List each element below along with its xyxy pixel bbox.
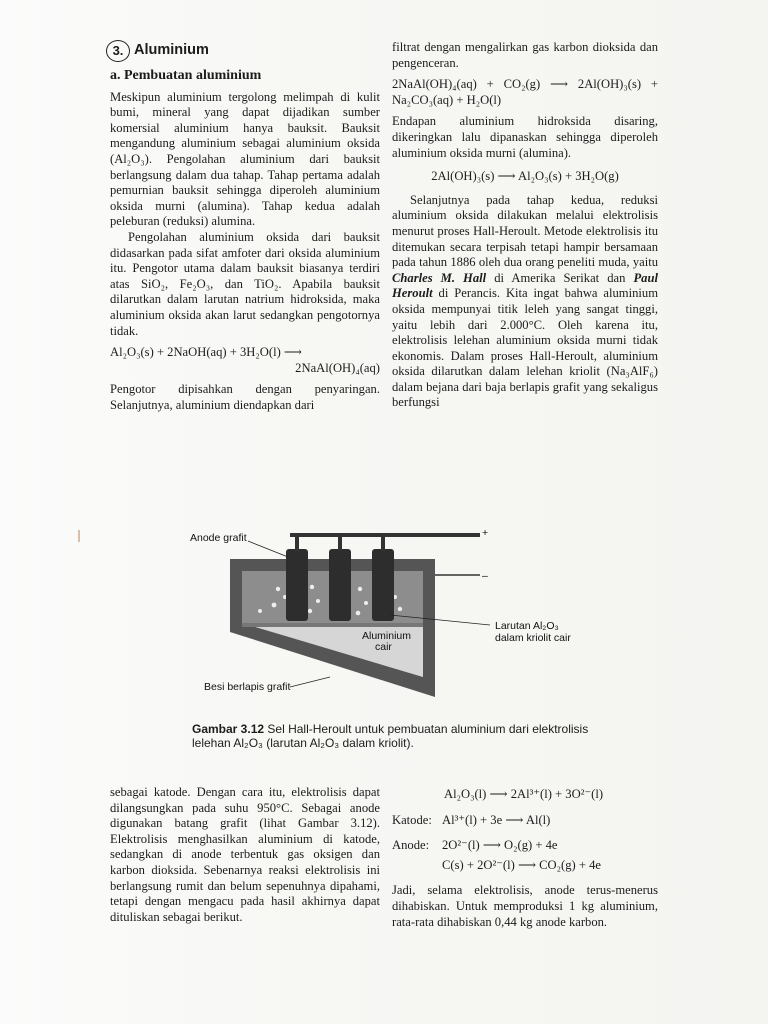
paragraph: Endapan aluminium hidroksida disaring, dikeringkan lalu dipanaskan sehingga diperoleh aluminium oksida murni (alumina). xyxy=(392,114,658,160)
reaction xyxy=(392,858,658,874)
subsection-title: a. Pembuatan aluminium xyxy=(110,68,262,83)
reaction xyxy=(392,787,658,803)
equation xyxy=(110,345,380,376)
bottom-right-column xyxy=(392,787,658,930)
scientist-name: Paul Heroult xyxy=(392,270,658,301)
figure-caption xyxy=(192,722,612,750)
reaction-equation: Al³⁺(l) + 3e ⟶ Al(l) xyxy=(442,812,551,827)
label-aluminium-2: cair xyxy=(375,641,392,653)
text-span: di Amerika Serikat dan xyxy=(494,270,626,285)
reaction-equation: C(s) + 2O²⁻(l) ⟶ CO₂(g) + 4e xyxy=(442,857,601,872)
text-span: di Perancis. Kita ingat bahwa aluminium oksida mempunyai titik leleh yang sangat tinggi, yaitu lebih dari 2.000°C. Oleh karena itu, elektrolisis lelehan aluminium oksida murni tidak ekonomis. Dalam proses Hall-Heroult, aluminium oksida dilarutkan dalam lelehan kriolit (Na₃AlF₆) dalam bejana dari baja berlapis grafit yang sekaligus berfungsi xyxy=(392,286,658,410)
label-solution-2: dalam kriolit cair xyxy=(495,632,571,644)
equation-line: Al₂O₃(s) + 2NaOH(aq) + 3H₂O(l) ⟶ xyxy=(110,345,302,360)
text-span: Selanjutnya pada tahap kedua, reduksi aluminium oksida dilakukan melalui elektrolisis menurut proses Hall-Heroult. Metode elektrolisis itu ditemukan secara terpisah tetapi hampir bersamaan pada tahun 1886 oleh dua orang peneliti muda, yaitu xyxy=(392,192,658,270)
interface-line xyxy=(242,623,423,627)
equation-line: 2NaAl(OH)₄(aq) xyxy=(295,360,380,375)
reaction-label: Anode: xyxy=(392,838,430,853)
label-solution: Larutan Al₂O₃ xyxy=(495,620,559,632)
positive-bus-bar xyxy=(290,533,480,537)
margin-mark xyxy=(78,530,86,542)
label-plus: + xyxy=(482,527,489,539)
paragraph: Pengolahan aluminium oksida dari bauksit didasarkan pada sifat amfoter dari oksida aluminium itu. Pengotor utama dalam bauksit biasanya terdiri atas SiO₂, Fe₂O₃, dan TiO₂. Apabila bauksit dilarutkan dalam larutan natrium hidroksida, maka aluminium oksida akan larut sedangkan pengotornya tidak. xyxy=(110,229,380,338)
label-minus: – xyxy=(482,570,488,582)
section-number: 3. xyxy=(106,40,130,62)
paragraph: sebagai katode. Dengan cara itu, elektrolisis dapat dilangsungkan pada suhu 950°C. Sebagai anode digunakan batang grafit (lihat Gambar 3.12). Elektrolisis menghasilkan aluminium di katode, sedangkan di anode terbentuk gas oksigen dan karbon dioksida. Sebenarnya reaksi elektrolisis ini berlangsung rumit dan belum sepenuhnya dipahami, tetapi dengan mengacu pada hasil akhirnya dapat dituliskan sebagai berikut. xyxy=(110,785,380,924)
caption-text: Sel Hall-Heroult untuk pembuatan aluminium dari elektrolisis lelehan Al₂O₃ (larutan Al₂O₃ dalam kriolit). xyxy=(192,722,589,750)
paragraph xyxy=(392,193,658,411)
graphite-anodes xyxy=(286,537,394,621)
paragraph: Jadi, selama elektrolisis, anode terus-menerus dihabiskan. Untuk memproduksi 1 kg aluminium, rata-rata dihabiskan 0,44 kg anode karbon. xyxy=(392,883,658,929)
bottom-left-column xyxy=(110,785,380,925)
label-iron: Besi berlapis grafit xyxy=(204,681,291,693)
pointer-line xyxy=(290,677,330,687)
paragraph: Meskipun aluminium tergolong melimpah di kulit bumi, mineral yang dapat dijadikan sumber komersial aluminium hanya bauksit. Bauksit mengandung aluminium sebagai aluminium oksida (Al₂O₃). Pengolahan aluminium dari bauksit berlangsung dalam dua tahap. Tahap pertama adalah pemurnian bauksit sehingga diperoleh aluminium oksida murni (alumina). Tahap kedua adalah peleburan (reduksi) alumina. xyxy=(110,89,380,229)
caption-label: Gambar 3.12 xyxy=(192,722,265,736)
label-aluminium: Aluminium xyxy=(362,630,412,642)
equation: 2NaAl(OH)₄(aq) + CO₂(g) ⟶ 2Al(OH)₃(s) + Na₂CO₃(aq) + H₂O(l) xyxy=(392,77,658,107)
reaction-equation: Al₂O₃(l) ⟶ 2Al³⁺(l) + 3O²⁻(l) xyxy=(444,787,604,801)
section-title-text: Aluminium xyxy=(134,42,209,59)
scientist-name: Charles M. Hall xyxy=(392,270,487,285)
reaction-cathode xyxy=(392,813,658,829)
reaction-label: Katode: xyxy=(392,812,432,827)
section-title xyxy=(106,40,380,62)
label-anode: Anode grafit xyxy=(190,532,247,544)
reaction-equation: 2O²⁻(l) ⟶ O₂(g) + 4e xyxy=(442,838,558,853)
paragraph: Pengotor dipisahkan dengan penyaringan. Selanjutnya, aluminium diendapkan dari xyxy=(110,382,380,412)
hall-heroult-cell-diagram xyxy=(190,527,620,727)
pointer-line xyxy=(248,541,288,557)
paragraph: filtrat dengan mengalirkan gas karbon dioksida dan pengenceran. xyxy=(392,40,658,70)
equation: 2Al(OH)₃(s) ⟶ Al₂O₃(s) + 3H₂O(g) xyxy=(431,169,619,184)
right-column xyxy=(392,40,658,411)
reaction-anode xyxy=(392,838,658,854)
left-column xyxy=(110,40,380,413)
